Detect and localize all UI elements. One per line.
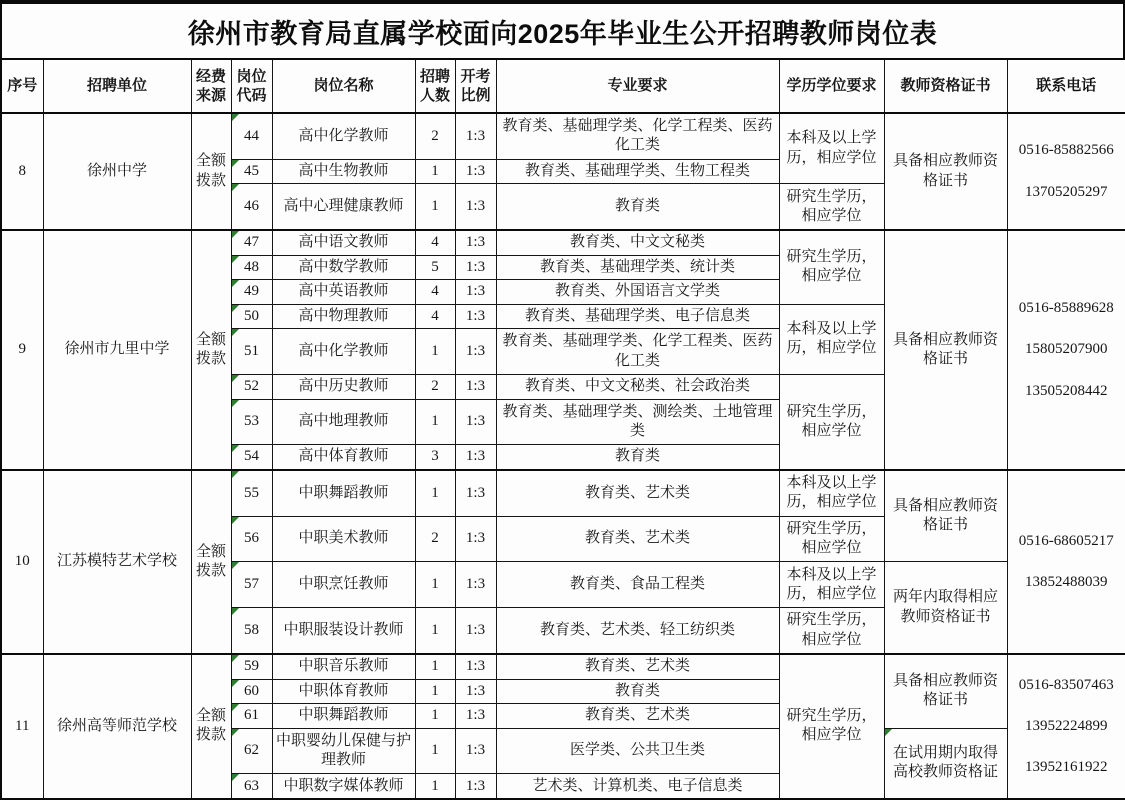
excel-flag-icon [232, 280, 239, 287]
code-cell [231, 704, 272, 729]
phone-number: 0516-85889628 [1018, 300, 1114, 317]
excel-flag-icon [232, 305, 239, 312]
col-header-count: 招聘人数 [415, 59, 455, 113]
position-code: 49 [244, 283, 259, 300]
col-header-degree: 学历学位要求 [779, 59, 884, 113]
excel-flag-icon [232, 256, 239, 263]
code-cell [231, 113, 272, 159]
count-cell: 1 [415, 608, 455, 654]
table-row [1, 230, 1125, 255]
position-code: 45 [244, 162, 259, 179]
ratio-cell: 1:3 [455, 679, 496, 704]
serial-cell: 9 [1, 230, 43, 470]
major-cell: 教育类、艺术类 [496, 654, 779, 679]
major-cell: 教育类、基础理学类、电子信息类 [496, 304, 779, 329]
count-cell: 1 [415, 329, 455, 375]
major-cell: 医学类、公共卫生类 [496, 728, 779, 774]
code-cell [231, 184, 272, 230]
ratio-cell: 1:3 [455, 774, 496, 799]
name-cell: 高中语文教师 [272, 230, 415, 255]
major-cell: 教育类、基础理学类、化学工程类、医药化工类 [496, 113, 779, 159]
table-row [1, 113, 1125, 159]
ratio-cell: 1:3 [455, 654, 496, 679]
phone-cell [1007, 470, 1125, 654]
name-cell: 高中地理教师 [272, 399, 415, 445]
code-cell [231, 728, 272, 774]
code-cell [231, 608, 272, 654]
position-code: 57 [244, 576, 259, 593]
excel-flag-icon [232, 445, 239, 452]
serial-cell: 11 [1, 654, 43, 799]
serial-cell: 10 [1, 470, 43, 654]
cert-requirement: 在试用期内取得高校教师资格证 [892, 745, 998, 781]
degree-cell: 本科及以上学历，相应学位 [779, 562, 884, 608]
position-code: 52 [244, 378, 259, 395]
ratio-cell: 1:3 [455, 230, 496, 255]
position-code: 51 [244, 343, 259, 360]
col-header-phone: 联系电话 [1007, 59, 1125, 113]
excel-flag-icon [232, 329, 239, 336]
major-cell: 教育类、中文文秘类 [496, 230, 779, 255]
code-cell [231, 280, 272, 305]
excel-flag-icon [232, 774, 239, 781]
name-cell: 中职音乐教师 [272, 654, 415, 679]
cert-cell [884, 230, 1007, 470]
code-cell [231, 230, 272, 255]
code-cell [231, 654, 272, 679]
col-header-name: 岗位名称 [272, 59, 415, 113]
count-cell: 2 [415, 516, 455, 562]
excel-flag-icon [232, 471, 239, 478]
position-code: 61 [244, 707, 259, 724]
phone-cell [1007, 230, 1125, 470]
major-cell: 艺术类、计算机类、电子信息类 [496, 774, 779, 799]
excel-flag-icon [232, 562, 239, 569]
funding-cell: 全额拨款 [191, 230, 231, 470]
degree-cell: 本科及以上学历，相应学位 [779, 113, 884, 184]
ratio-cell: 1:3 [455, 728, 496, 774]
count-cell: 4 [415, 304, 455, 329]
major-cell: 教育类、艺术类 [496, 516, 779, 562]
phone-number: 13852488039 [1025, 573, 1108, 590]
cert-requirement: 两年内取得相应教师资格证书 [892, 589, 998, 625]
excel-flag-icon [885, 729, 892, 736]
major-cell: 教育类、艺术类 [496, 704, 779, 729]
cert-cell [884, 470, 1007, 562]
ratio-cell: 1:3 [455, 399, 496, 445]
name-cell: 高中英语教师 [272, 280, 415, 305]
col-header-school: 招聘单位 [43, 59, 191, 113]
position-code: 54 [244, 448, 259, 465]
table-row [1, 470, 1125, 516]
code-cell [231, 304, 272, 329]
major-cell: 教育类、外国语言文学类 [496, 280, 779, 305]
cert-requirement: 具备相应教师资格证书 [892, 673, 998, 709]
ratio-cell: 1:3 [455, 255, 496, 280]
cert-cell [884, 728, 1007, 799]
school-cell: 江苏模特艺术学校 [43, 470, 191, 654]
position-code: 44 [244, 127, 259, 144]
header-row [1, 59, 1125, 113]
major-cell: 教育类、基础理学类、生物工程类 [496, 159, 779, 184]
excel-flag-icon [232, 400, 239, 407]
count-cell: 2 [415, 375, 455, 400]
degree-cell: 研究生学历，相应学位 [779, 230, 884, 304]
ratio-cell: 1:3 [455, 470, 496, 516]
position-code: 50 [244, 307, 259, 324]
ratio-cell: 1:3 [455, 304, 496, 329]
major-cell: 教育类、中文文秘类、社会政治类 [496, 375, 779, 400]
count-cell: 5 [415, 255, 455, 280]
count-cell: 1 [415, 399, 455, 445]
page-title: 徐州市教育局直属学校面向2025年毕业生公开招聘教师岗位表 [187, 18, 938, 49]
excel-flag-icon [232, 655, 239, 662]
name-cell: 高中数学教师 [272, 255, 415, 280]
col-header-serial: 序号 [1, 59, 43, 113]
table-row [1, 654, 1125, 679]
code-cell [231, 679, 272, 704]
major-cell: 教育类、基础理学类、测绘类、土地管理类 [496, 399, 779, 445]
excel-flag-icon [232, 375, 239, 382]
count-cell: 1 [415, 704, 455, 729]
code-cell [231, 774, 272, 799]
name-cell: 中职舞蹈教师 [272, 470, 415, 516]
phone-number: 0516-83507463 [1018, 676, 1114, 693]
major-cell: 教育类、艺术类 [496, 470, 779, 516]
excel-flag-icon [232, 231, 239, 238]
code-cell [231, 375, 272, 400]
name-cell: 高中化学教师 [272, 329, 415, 375]
degree-cell: 研究生学历，相应学位 [779, 654, 884, 799]
degree-cell: 研究生学历，相应学位 [779, 184, 884, 230]
position-code: 46 [244, 198, 259, 215]
code-cell [231, 329, 272, 375]
major-cell: 教育类、基础理学类、统计类 [496, 255, 779, 280]
col-header-code: 岗位代码 [231, 59, 272, 113]
count-cell: 2 [415, 113, 455, 159]
name-cell: 高中生物教师 [272, 159, 415, 184]
position-code: 47 [244, 234, 259, 251]
phone-number: 15805207900 [1025, 341, 1108, 358]
count-cell: 4 [415, 280, 455, 305]
excel-flag-icon [232, 114, 239, 121]
name-cell: 高中心理健康教师 [272, 184, 415, 230]
name-cell: 中职烹饪教师 [272, 562, 415, 608]
recruitment-table [0, 58, 1125, 800]
excel-flag-icon [232, 704, 239, 711]
excel-flag-icon [232, 729, 239, 736]
count-cell: 1 [415, 654, 455, 679]
position-code: 53 [244, 413, 259, 430]
ratio-cell: 1:3 [455, 704, 496, 729]
school-cell: 徐州高等师范学校 [43, 654, 191, 799]
position-code: 58 [244, 621, 259, 638]
ratio-cell: 1:3 [455, 445, 496, 470]
count-cell: 1 [415, 728, 455, 774]
phone-number: 13952161922 [1025, 759, 1108, 776]
code-cell [231, 470, 272, 516]
name-cell: 中职婴幼儿保健与护理教师 [272, 728, 415, 774]
position-code: 60 [244, 682, 259, 699]
degree-cell: 研究生学历，相应学位 [779, 516, 884, 562]
major-cell: 教育类、基础理学类、化学工程类、医药化工类 [496, 329, 779, 375]
col-header-major: 专业要求 [496, 59, 779, 113]
position-code: 56 [244, 530, 259, 547]
ratio-cell: 1:3 [455, 375, 496, 400]
code-cell [231, 399, 272, 445]
code-cell [231, 516, 272, 562]
school-cell: 徐州市九里中学 [43, 230, 191, 470]
excel-flag-icon [232, 608, 239, 615]
excel-flag-icon [232, 517, 239, 524]
count-cell: 1 [415, 774, 455, 799]
position-code: 63 [244, 777, 259, 794]
position-code: 62 [244, 742, 259, 759]
name-cell: 中职服装设计教师 [272, 608, 415, 654]
code-cell [231, 562, 272, 608]
ratio-cell: 1:3 [455, 516, 496, 562]
table-body [1, 113, 1125, 799]
funding-cell: 全额拨款 [191, 113, 231, 230]
funding-cell: 全额拨款 [191, 470, 231, 654]
major-cell: 教育类 [496, 445, 779, 470]
cert-requirement: 具备相应教师资格证书 [892, 497, 998, 534]
ratio-cell: 1:3 [455, 608, 496, 654]
cert-requirement: 具备相应教师资格证书 [892, 331, 998, 367]
cert-cell [884, 654, 1007, 728]
code-cell [231, 255, 272, 280]
count-cell: 1 [415, 562, 455, 608]
ratio-cell: 1:3 [455, 113, 496, 159]
phone-cell [1007, 113, 1125, 230]
name-cell: 中职数字媒体教师 [272, 774, 415, 799]
code-cell [231, 159, 272, 184]
excel-flag-icon [232, 680, 239, 687]
cert-requirement: 具备相应教师资格证书 [892, 153, 998, 189]
excel-flag-icon [232, 184, 239, 191]
degree-cell: 本科及以上学历，相应学位 [779, 304, 884, 374]
degree-cell: 研究生学历，相应学位 [779, 608, 884, 654]
position-code: 59 [244, 658, 259, 675]
school-cell: 徐州中学 [43, 113, 191, 230]
count-cell: 4 [415, 230, 455, 255]
position-code: 48 [244, 258, 259, 275]
cert-cell [884, 562, 1007, 654]
name-cell: 中职舞蹈教师 [272, 704, 415, 729]
degree-cell: 研究生学历，相应学位 [779, 375, 884, 470]
funding-cell: 全额拨款 [191, 654, 231, 799]
col-header-cert: 教师资格证书 [884, 59, 1007, 113]
phone-cell [1007, 654, 1125, 799]
name-cell: 中职美术教师 [272, 516, 415, 562]
phone-number: 0516-85882566 [1018, 142, 1114, 159]
phone-number: 13505208442 [1025, 382, 1108, 399]
title-band [0, 4, 1125, 58]
phone-number: 0516-68605217 [1018, 532, 1114, 549]
col-header-funding: 经费来源 [191, 59, 231, 113]
position-code: 55 [244, 484, 259, 501]
count-cell: 1 [415, 184, 455, 230]
ratio-cell: 1:3 [455, 280, 496, 305]
ratio-cell: 1:3 [455, 184, 496, 230]
col-header-ratio: 开考比例 [455, 59, 496, 113]
name-cell: 高中体育教师 [272, 445, 415, 470]
cert-cell [884, 113, 1007, 230]
major-cell: 教育类、食品工程类 [496, 562, 779, 608]
count-cell: 1 [415, 159, 455, 184]
count-cell: 1 [415, 679, 455, 704]
phone-number: 13952224899 [1025, 717, 1108, 734]
major-cell: 教育类 [496, 679, 779, 704]
name-cell: 高中物理教师 [272, 304, 415, 329]
count-cell: 3 [415, 445, 455, 470]
name-cell: 中职体育教师 [272, 679, 415, 704]
major-cell: 教育类、艺术类、轻工纺织类 [496, 608, 779, 654]
excel-flag-icon [232, 160, 239, 167]
phone-number: 13705205297 [1025, 183, 1108, 200]
ratio-cell: 1:3 [455, 562, 496, 608]
major-cell: 教育类 [496, 184, 779, 230]
ratio-cell: 1:3 [455, 159, 496, 184]
degree-cell: 本科及以上学历，相应学位 [779, 470, 884, 516]
name-cell: 高中化学教师 [272, 113, 415, 159]
serial-cell: 8 [1, 113, 43, 230]
count-cell: 1 [415, 470, 455, 516]
code-cell [231, 445, 272, 470]
name-cell: 高中历史教师 [272, 375, 415, 400]
ratio-cell: 1:3 [455, 329, 496, 375]
